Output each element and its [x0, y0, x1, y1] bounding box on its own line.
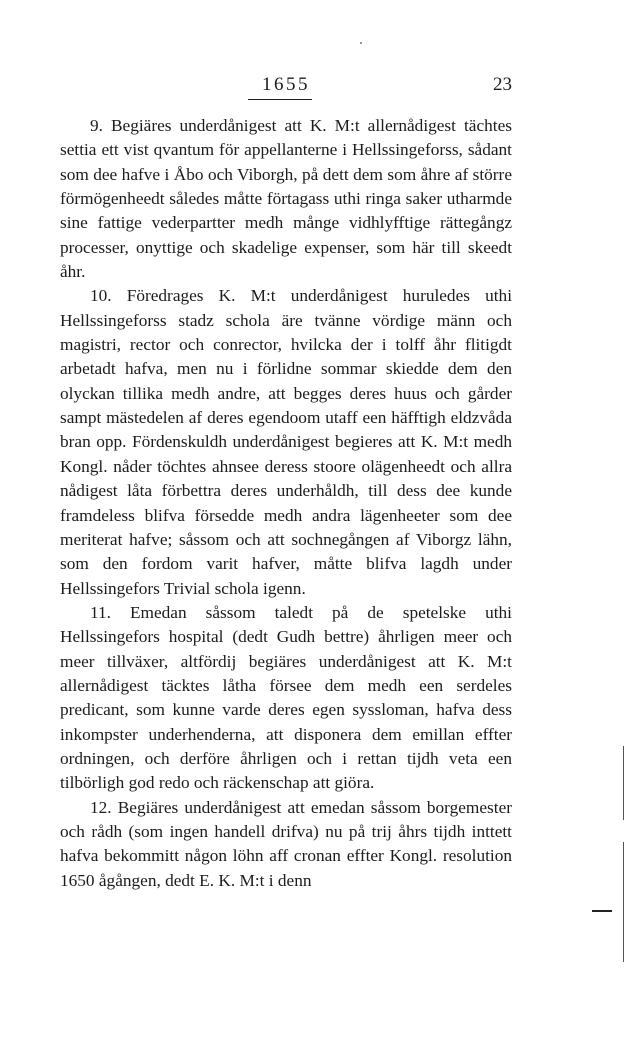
paper-speck [360, 42, 362, 44]
page-edge-line [623, 842, 624, 962]
body-text [60, 114, 512, 893]
year-underline [248, 99, 312, 100]
page-header [60, 74, 512, 104]
page-number: 23 [493, 74, 512, 95]
paragraph-9: 9. Begiäres underdånigest att K. M:t allernådigest tächtes settia ett vist qvantum för appellanterne i Hellssingeforss, sådant som dee hafve i Åbo och Viborgh, på dett dem som åhre af större förmögenheedt således måtte förtagass uthi ringa saker utharmde sine fattige vederpartter medh månge vidhlyfftige rättegångz processer, onyttige och skadelige expenser, som här till skeedt åhr. [60, 116, 512, 282]
running-head-year: 1655 [262, 74, 310, 95]
paragraph-12: 12. Begiäres underdånigest att emedan såssom borgemester och rådh (som ingen handell drifva) nu på trij åhrs tijdh inttett hafva bekommitt någon löhn aff cronan effter Kongl. resolution 1650 ågången, dedt E. K. M:t i denn [60, 797, 512, 890]
paragraph-11: 11. Emedan såssom taledt på de spetelske uthi Hellssingefors hospital (dedt Gudh bettre) åhrligen meer och meer tillväxer, altfördij begiäres underdånigest att K. M:t allernådigest täcktes låtha försee dem medh een serdeles predicant, som kunne varde deres egen syssloman, hafva dess inkompster underhenderna, att disponera dem emillan effter ordningen, och derföre åhrligen och i rettan tijdh veta een tilbörligh god redo och räckenschap att giöra. [60, 602, 512, 793]
page-edge-line [623, 746, 624, 820]
page-edge-mark [592, 910, 612, 912]
paragraph-10: 10. Föredrages K. M:t underdånigest huruledes uthi Hellssingeforss stadz schola äre tvänne vördige männ och magistri, rector och conrector, hvilcka der i tolff åhr flitigdt arbetadt hafva, men nu i förlidne sommar skiedde dem den olyckan tillika medh andre, att begges deres huus och gårder sampt mästedelen af deres egendoom utaff een häfftigh eldzvåda bran opp. Fördenskuldh underdånigest begieres att K. M:t medh Kongl. nåder töchtes ahnsee deress stoore olägenheedt och allra nådigest låta förbettra deres underhåldh, till dess dee kunde framdeless blifva försedde medh andra lägenheeter som dee meriterat hafve; såssom och att sochnegången af Viborgz lähn, som den fordom varit hafver, måtte blifva lagdh under Hellssingefors Trivial schola igenn. [60, 286, 512, 598]
